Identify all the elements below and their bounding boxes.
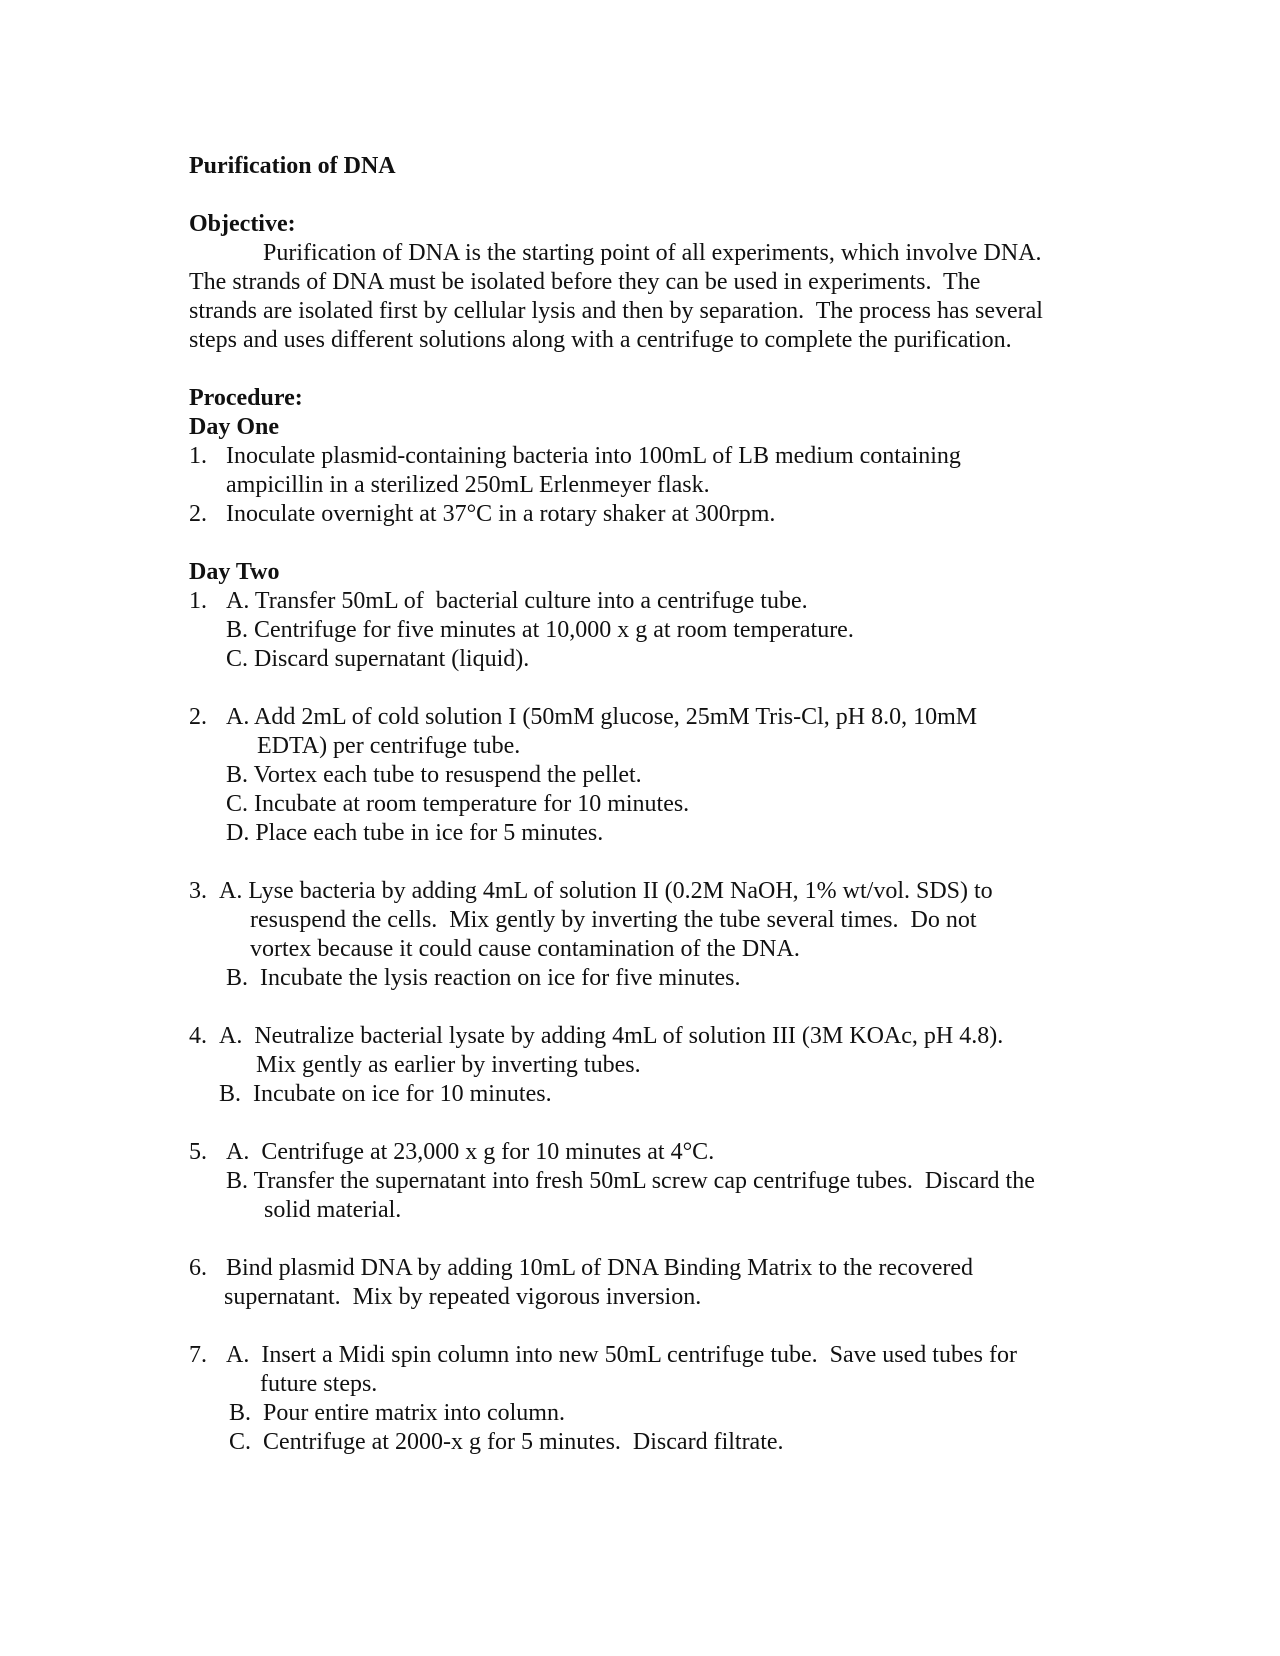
step-number: 6. xyxy=(189,1255,207,1281)
step-number: 3. xyxy=(189,878,207,904)
step-number: 2. xyxy=(189,501,207,527)
day-two-heading: Day Two xyxy=(189,559,280,585)
objective-line: The strands of DNA must be isolated before they can be used in experiments. The xyxy=(189,269,981,295)
step-number: 1. xyxy=(189,443,207,469)
step-text: A. Centrifuge at 23,000 x g for 10 minutes at 4°C. xyxy=(226,1139,715,1165)
step-text: B. Centrifuge for five minutes at 10,000 x g at room temperature. xyxy=(226,617,854,643)
step-number: 1. xyxy=(189,588,207,614)
step-text: A. Transfer 50mL of bacterial culture into a centrifuge tube. xyxy=(226,588,808,614)
step-number: 2. xyxy=(189,704,207,730)
step-text: Inoculate overnight at 37°C in a rotary shaker at 300rpm. xyxy=(226,501,776,527)
step-text: resuspend the cells. Mix gently by inverting the tube several times. Do not xyxy=(250,907,977,933)
step-text: D. Place each tube in ice for 5 minutes. xyxy=(226,820,604,846)
step-text: vortex because it could cause contamination of the DNA. xyxy=(250,936,800,962)
objective-heading: Objective: xyxy=(189,211,296,237)
objective-line: Purification of DNA is the starting point of all experiments, which involve DNA. xyxy=(263,240,1042,266)
step-text: A. Neutralize bacterial lysate by adding 4mL of solution III (3M KOAc, pH 4.8). xyxy=(219,1023,1004,1049)
objective-line: steps and uses different solutions along with a centrifuge to complete the purification. xyxy=(189,327,1012,353)
step-text: EDTA) per centrifuge tube. xyxy=(257,733,521,759)
step-text: B. Pour entire matrix into column. xyxy=(229,1400,565,1426)
step-number: 5. xyxy=(189,1139,207,1165)
step-text: solid material. xyxy=(264,1197,402,1223)
step-text: future steps. xyxy=(260,1371,378,1397)
step-text: C. Discard supernatant (liquid). xyxy=(226,646,530,672)
step-text: A. Lyse bacteria by adding 4mL of solution II (0.2M NaOH, 1% wt/vol. SDS) to xyxy=(219,878,993,904)
step-number: 7. xyxy=(189,1342,207,1368)
step-text: Mix gently as earlier by inverting tubes. xyxy=(256,1052,641,1078)
step-number: 4. xyxy=(189,1023,207,1049)
procedure-heading: Procedure: xyxy=(189,385,303,411)
step-text: supernatant. Mix by repeated vigorous inversion. xyxy=(224,1284,702,1310)
step-text: Bind plasmid DNA by adding 10mL of DNA Binding Matrix to the recovered xyxy=(226,1255,974,1281)
objective-line: strands are isolated first by cellular lysis and then by separation. The process has several xyxy=(189,298,1043,324)
step-text: B. Incubate on ice for 10 minutes. xyxy=(219,1081,552,1107)
step-text: B. Vortex each tube to resuspend the pellet. xyxy=(226,762,642,788)
document-title: Purification of DNA xyxy=(189,153,396,179)
step-text: C. Incubate at room temperature for 10 minutes. xyxy=(226,791,690,817)
step-text: B. Transfer the supernatant into fresh 50mL screw cap centrifuge tubes. Discard the xyxy=(226,1168,1035,1194)
step-text: A. Add 2mL of cold solution I (50mM glucose, 25mM Tris-Cl, pH 8.0, 10mM xyxy=(226,704,978,730)
step-text: A. Insert a Midi spin column into new 50mL centrifuge tube. Save used tubes for xyxy=(226,1342,1017,1368)
step-text: Inoculate plasmid-containing bacteria into 100mL of LB medium containing xyxy=(226,443,961,469)
step-text: B. Incubate the lysis reaction on ice for five minutes. xyxy=(226,965,741,991)
day-one-heading: Day One xyxy=(189,414,279,440)
step-text: ampicillin in a sterilized 250mL Erlenmeyer flask. xyxy=(226,472,710,498)
step-text: C. Centrifuge at 2000-x g for 5 minutes. Discard filtrate. xyxy=(229,1429,784,1455)
